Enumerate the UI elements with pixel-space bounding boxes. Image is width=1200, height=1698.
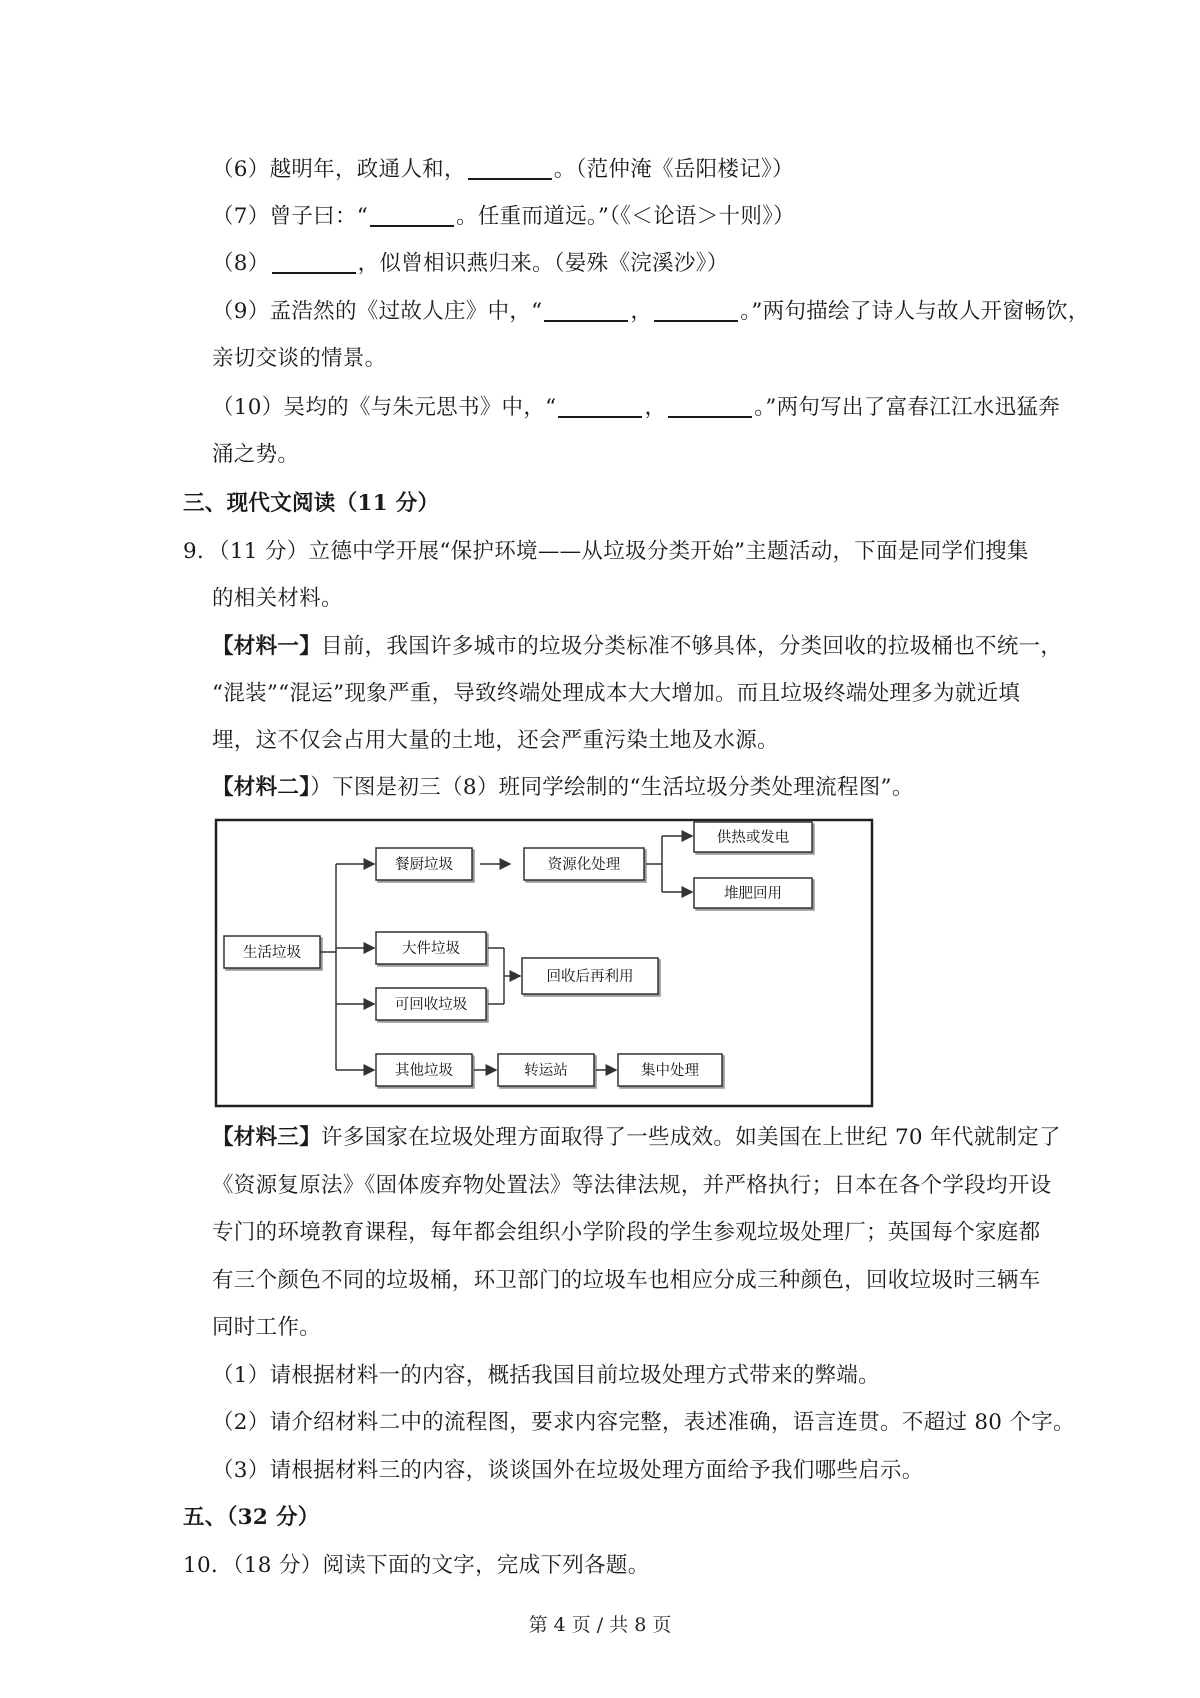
material-3-line4: 有三个颜色不同的垃圾桶，环卫部门的垃圾车也相应分成三种颜色，回收垃圾时三辆车: [212, 1268, 1041, 1293]
node-compost: [694, 878, 812, 908]
q6-blank: [468, 156, 552, 180]
material-3-label: 【材料三】: [212, 1125, 322, 1150]
q6-tail: 。（范仲淹《岳阳楼记》）: [553, 157, 794, 182]
q10-blank-1: [558, 394, 642, 418]
node-bulky-label: 大件垃圾: [402, 941, 460, 957]
material-3: [212, 1123, 1061, 1153]
node-root: [224, 936, 320, 968]
q8-blank: [272, 250, 356, 274]
q10-tail: 。”两句写出了富春江江水迅猛奔: [754, 395, 1061, 420]
question-9-stem: 9．（11 分）立德中学开展“保护环境——从垃圾分类开始”主题活动，下面是同学们搜集: [183, 539, 1029, 564]
flowchart-svg: [214, 818, 874, 1108]
node-root-label: 生活垃圾: [243, 945, 301, 961]
material-2-line1: ）下图是初三（8）班同学绘制的“生活垃圾分类处理流程图”。: [310, 775, 914, 800]
node-resource-label: 资源化处理: [547, 857, 621, 873]
node-heat-label: 供热或发电: [716, 830, 790, 846]
q9-tail: 。”两句描绘了诗人与故人开窗畅饮，: [740, 299, 1090, 324]
q9-blank-2: [654, 298, 738, 322]
material-2: [212, 773, 914, 803]
q9-mid: ，: [630, 299, 653, 324]
node-other: [376, 1054, 472, 1086]
q6-text: （6）越明年，政通人和，: [212, 157, 466, 182]
material-2-label: 【材料二】: [212, 775, 311, 800]
sub-question-3: （3）请根据材料三的内容，谈谈国外在垃圾处理方面给予我们哪些启示。: [212, 1458, 924, 1483]
node-recyclable-label: 可回收垃圾: [394, 997, 468, 1013]
q9-blank-1: [544, 298, 628, 322]
material-3-line1: 许多国家在垃圾处理方面取得了一些成效。如美国在上世纪 70 年代就制定了: [321, 1125, 1061, 1150]
node-other-label: 其他垃圾: [395, 1063, 453, 1079]
question-10-poem: [212, 393, 1060, 423]
material-1-line3: 埋，这不仅会占用大量的土地，还会严重污染土地及水源。: [212, 728, 779, 753]
q10-text: （10）吴均的《与朱元思书》中，“: [212, 395, 557, 420]
q8-tail: ，似曾相识燕归来。（晏殊《浣溪沙》）: [357, 251, 729, 276]
question-10-stem: 10．（18 分）阅读下面的文字，完成下列各题。: [183, 1553, 650, 1578]
node-central: [618, 1054, 722, 1086]
material-1-line2: “混装”“混运”现象严重，导致终端处理成本大大增加。而且垃圾终端处理多为就近填: [212, 681, 1021, 706]
q7-tail: 。任重而道远。”（《＜论语＞十则》）: [456, 204, 795, 229]
node-reuse: [522, 958, 658, 994]
q7-text: （7）曾子曰：“: [212, 204, 369, 229]
material-3-line2: 《资源复原法》《固体废弃物处置法》等法律法规，并严格执行；日本在各个学段均开设: [212, 1173, 1052, 1198]
material-1-label: 【材料一】: [212, 634, 322, 659]
question-7: [212, 202, 795, 232]
node-kitchen-label: 餐厨垃圾: [395, 857, 453, 873]
section-3-heading: 三、现代文阅读（11 分）: [183, 491, 440, 516]
q7-blank: [370, 203, 454, 227]
question-9-stem-line2: 的相关材料。: [212, 586, 343, 611]
node-central-label: 集中处理: [641, 1063, 699, 1079]
node-resource: [524, 848, 644, 880]
node-transfer: [498, 1054, 594, 1086]
material-1: [212, 632, 1062, 662]
node-bulky: [376, 932, 486, 964]
section-5-heading: 五、（32 分）: [183, 1505, 320, 1530]
material-3-line5: 同时工作。: [212, 1315, 322, 1340]
node-recyclable: [376, 988, 486, 1020]
question-6: [212, 155, 794, 185]
flowchart-figure: [214, 818, 874, 1108]
material-3-line3: 专门的环境教育课程，每年都会组织小学阶段的学生参观垃圾处理厂；英国每个家庭都: [212, 1220, 1041, 1245]
page-footer: 第 4 页 / 共 8 页: [528, 1614, 672, 1636]
node-reuse-label: 回收后再利用: [546, 969, 634, 985]
node-heat: [694, 822, 812, 852]
q10-line2: 涌之势。: [212, 442, 300, 467]
q10-mid: ，: [644, 395, 667, 420]
q10-blank-2: [668, 394, 752, 418]
node-kitchen: [376, 848, 472, 880]
sub-question-1: （1）请根据材料一的内容，概括我国目前垃圾处理方式带来的弊端。: [212, 1363, 880, 1388]
node-transfer-label: 转运站: [524, 1063, 568, 1079]
question-8: [212, 249, 729, 279]
q9-line2: 亲切交谈的情景。: [212, 346, 387, 371]
node-compost-label: 堆肥回用: [724, 886, 782, 902]
q9-text: （9）孟浩然的《过故人庄》中，“: [212, 299, 543, 324]
sub-question-2: （2）请介绍材料二中的流程图，要求内容完整，表述准确，语言连贯。不超过 80 个字。: [212, 1410, 1075, 1435]
question-9-poem: [212, 297, 1090, 327]
material-1-line1: 目前，我国许多城市的垃圾分类标准不够具体，分类回收的拉圾桶也不统一，: [321, 634, 1063, 659]
q8-text: （8）: [212, 251, 270, 276]
